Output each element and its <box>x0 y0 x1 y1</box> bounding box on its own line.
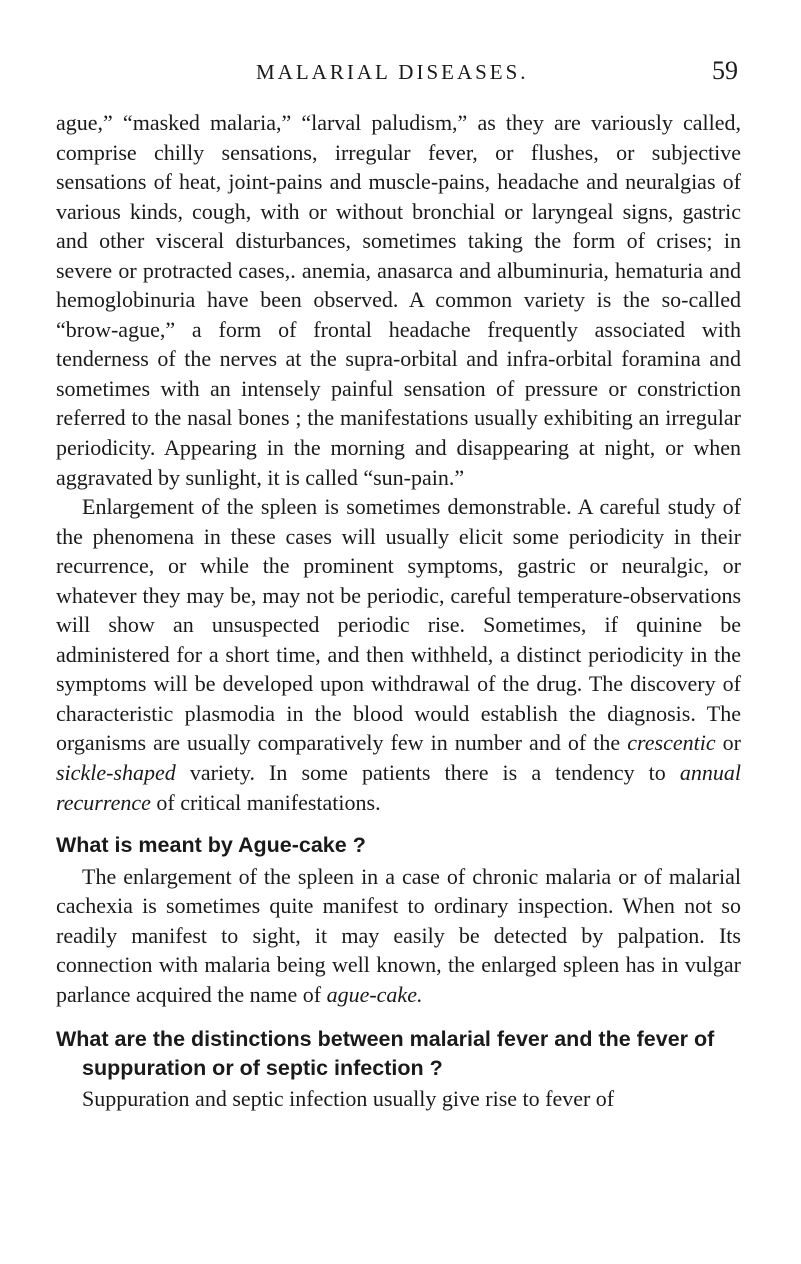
answer-distinctions <box>56 1084 741 1114</box>
italic-term-sickle-shaped: sickle-shaped <box>56 760 176 786</box>
paragraph-text: variety. In some patients there is a tendency to <box>175 760 680 786</box>
paragraph-text: or <box>715 730 742 756</box>
answer-text: Suppuration and septic infection usually give rise to fever of <box>82 1086 615 1112</box>
paragraph-spleen-periodicity <box>56 492 741 817</box>
page-header <box>56 56 738 92</box>
page-body <box>56 108 741 1114</box>
italic-term-crescentic: crescentic <box>627 730 716 756</box>
answer-ague-cake <box>56 862 741 1010</box>
paragraph-text: ague,” “masked malaria,” “larval paludism,” as they are variously called, comprise chilly sensations, irregular fever, or flushes, or subjective sensations of heat, joint-pains and muscle-pains, headache and neuralgias of various kinds, cough, with or without bronchial or laryngeal signs, gastric and other visceral disturbances, sometimes taking the form of crises; in severe or protracted cases,. anemia, anasarca and albuminuria, hematuria and hemoglobinuria have been observed. A common variety is the so-called “brow-ague,” a form of frontal headache frequently associated with tenderness of the nerves at the supra-orbital and infra-orbital foramina and sometimes with an intensely painful sensation of pressure or constriction referred to the nasal bones ; the manifestations usually exhibiting an irregular periodicity. Appearing in the morning and disappearing at night, or when aggravated by sunlight, it is called “sun-pain.” <box>56 110 741 490</box>
paragraph-ague-symptoms <box>56 108 741 492</box>
paragraph-text: Enlargement of the spleen is sometimes demonstrable. A careful study of the phenomena in these cases will usually elicit some periodicity in their recurrence, or while the prominent symptoms, gastric or neuralgic, or whatever they may be, may not be periodic, careful temperature-observations will show an unsuspected periodic rise. Sometimes, if quinine be administered for a short time, and then withheld, a distinct periodicity in the symptoms will be developed upon withdrawal of the drug. The discovery of characteristic plasmodia in the blood would establish the diagnosis. The organisms are usually comparatively few in number and of the <box>56 494 741 756</box>
question-heading-distinctions: What are the distinctions between malarial fever and the fever of suppuration or of septic infection ? <box>56 1027 715 1080</box>
page-number: 59 <box>712 56 738 85</box>
italic-term-annual-recurrence: annual recurrence <box>56 760 741 815</box>
italic-term-ague-cake: ague-cake. <box>326 981 423 1007</box>
running-title: MALARIAL DISEASES. <box>256 60 529 84</box>
question-heading-ague-cake: What is meant by Ague-cake ? <box>56 833 366 858</box>
answer-text: The enlargement of the spleen in a case of chronic malaria or of malarial cachexia is sometimes quite manifest to ordinary inspection. When not so readily manifest to sight, it may easily be detected by palpation. Its connection with malaria being well known, the enlarged spleen has in vulgar parlance acquired the name of <box>56 863 741 1007</box>
paragraph-text: of critical manifestations. <box>150 789 381 815</box>
